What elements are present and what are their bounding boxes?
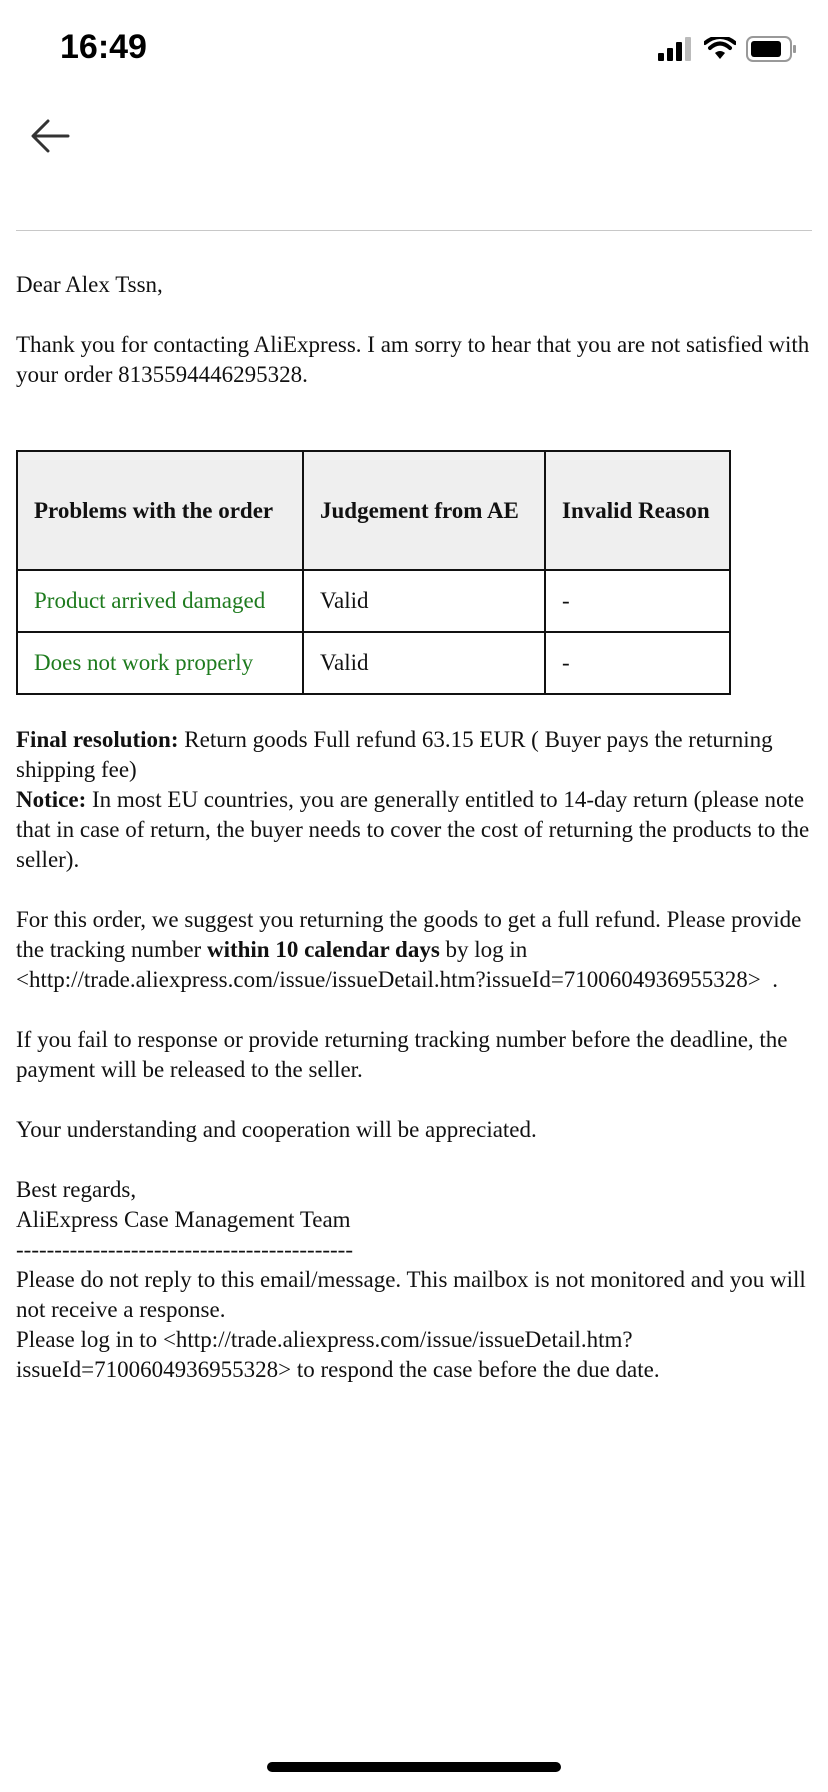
wifi-icon	[704, 37, 736, 61]
final-resolution	[16, 725, 816, 785]
suggestion-end: .	[760, 967, 779, 992]
status-icons	[658, 36, 798, 62]
fail-notice: If you fail to response or provide returning tracking number before the deadline, the payment will be released to the seller.	[16, 1027, 788, 1082]
header-judgement: Judgement from AE	[303, 451, 545, 570]
intro-paragraph: Thank you for contacting AliExpress. I am sorry to hear that you are not satisfied with your order 8135594446295328.	[16, 332, 810, 387]
suggestion-deadline: within 10 calendar days	[206, 937, 440, 962]
problems-table	[16, 450, 731, 695]
back-button[interactable]	[24, 110, 76, 162]
header-problems: Problems with the order	[17, 451, 303, 570]
back-arrow-icon	[24, 110, 76, 162]
greeting: Dear Alex Tssn,	[16, 272, 163, 297]
problem-cell: Product arrived damaged	[17, 570, 303, 632]
team-signature: AliExpress Case Management Team	[16, 1207, 351, 1232]
separator-line: --------------------------------------------	[16, 1237, 354, 1262]
judgement-cell: Valid	[303, 632, 545, 694]
table-row	[17, 570, 730, 632]
login-notice	[16, 1325, 816, 1385]
header-divider	[16, 230, 812, 231]
reason-cell: -	[545, 570, 730, 632]
sign-off: Best regards,	[16, 1177, 137, 1202]
email-body	[16, 270, 816, 1385]
reason-cell: -	[545, 632, 730, 694]
suggestion-login-text: by log in	[439, 937, 528, 962]
suggestion-paragraph	[16, 905, 816, 995]
table-header-row	[17, 451, 730, 570]
notice-text: In most EU countries, you are generally entitled to 14-day return (please note that in case of return, the buyer needs to cover the cost of returning the products to the seller).	[16, 787, 810, 872]
problem-cell: Does not work properly	[17, 632, 303, 694]
login-suffix: to respond the case before the due date.	[291, 1357, 660, 1382]
suggestion-text: For this order, we suggest you returning the goods to get a full refund. Please provide the tracking number	[16, 907, 802, 962]
issue-detail-link[interactable]: <http://trade.aliexpress.com/issue/issueDetail.htm?issueId=7100604936955328>	[16, 967, 761, 992]
status-time: 16:49	[60, 28, 147, 66]
home-indicator[interactable]	[267, 1762, 561, 1772]
header-invalid-reason: Invalid Reason	[545, 451, 730, 570]
status-bar	[0, 0, 828, 100]
final-resolution-text: Return goods Full refund 63.15 EUR ( Buyer pays the returning shipping fee)	[16, 727, 773, 782]
issue-detail-link-footer[interactable]: <http://trade.aliexpress.com/issue/issueDetail.htm?issueId=7100604936955328>	[16, 1327, 633, 1382]
battery-icon	[746, 36, 798, 62]
judgement-cell: Valid	[303, 570, 545, 632]
table-row	[17, 632, 730, 694]
final-resolution-label: Final resolution:	[16, 727, 179, 752]
notice	[16, 785, 816, 875]
notice-label: Notice:	[16, 787, 87, 812]
no-reply-notice: Please do not reply to this email/message. This mailbox is not monitored and you will not receive a response.	[16, 1267, 806, 1322]
login-prefix: Please log in to	[16, 1327, 163, 1352]
appreciation: Your understanding and cooperation will be appreciated.	[16, 1117, 537, 1142]
cellular-signal-icon	[658, 37, 694, 61]
